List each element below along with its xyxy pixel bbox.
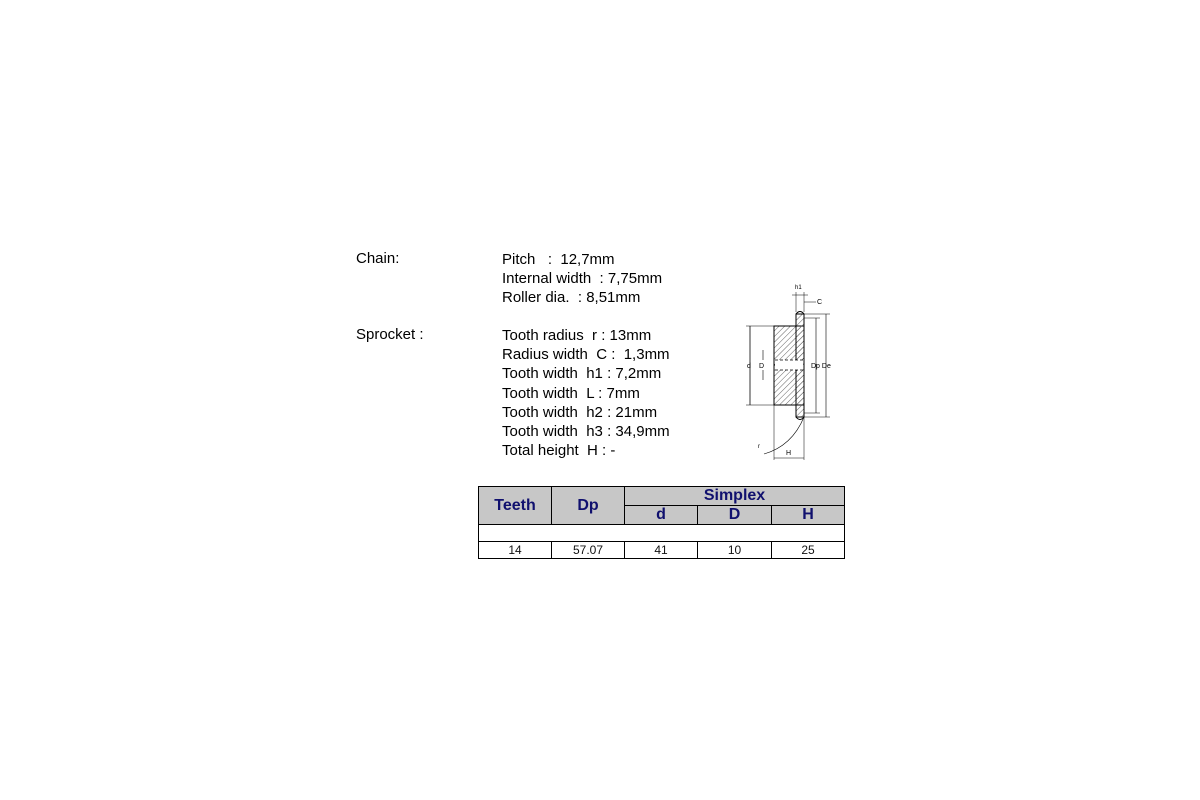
cell-H: 25 <box>772 542 845 559</box>
header-D: D <box>698 506 772 525</box>
sprocket-diagram <box>742 278 842 464</box>
header-d: d <box>625 506 698 525</box>
r-label: r <box>758 444 760 450</box>
radius-width-line: Radius width C : 1,3mm <box>502 346 670 364</box>
tooth-width-h2-line: Tooth width h2 : 21mm <box>502 403 658 421</box>
D-label: D <box>759 363 765 370</box>
roller-dia-line: Roller dia. : 8,51mm <box>502 289 641 307</box>
cell-dp: 57.07 <box>552 542 625 559</box>
radius-arc <box>764 417 804 454</box>
dp-de-label: Dp De <box>811 363 831 370</box>
tooth-width-h1-line: Tooth width h1 : 7,2mm <box>502 365 662 383</box>
header-H: H <box>772 506 845 525</box>
pitch-line: Pitch : 12,7mm <box>502 251 615 268</box>
header-dp: Dp <box>552 487 625 525</box>
tooth-width-h3-line: Tooth width h3 : 34,9mm <box>502 423 670 441</box>
H-label: H <box>786 450 792 457</box>
cell-d: 41 <box>625 542 698 559</box>
total-height-line: Total height H : - <box>502 442 616 460</box>
header-teeth: Teeth <box>479 487 552 525</box>
c-label: C <box>817 299 823 306</box>
tooth-radius-line: Tooth radius r : 13mm <box>502 327 652 344</box>
table-row <box>479 542 845 559</box>
chain-specs <box>502 250 662 308</box>
cell-D: 10 <box>698 542 772 559</box>
tooth-width-l-line: Tooth width L : 7mm <box>502 384 640 402</box>
sprocket-spec-table <box>478 486 845 559</box>
internal-width-line: Internal width : 7,75mm <box>502 270 663 288</box>
cell-teeth: 14 <box>479 542 552 559</box>
d-label: d <box>747 363 751 370</box>
chain-label: Chain: <box>356 250 400 267</box>
header-simplex: Simplex <box>625 487 845 506</box>
sprocket-label: Sprocket : <box>356 326 424 343</box>
h1-label: h1 <box>795 285 802 291</box>
sprocket-specs <box>502 326 670 460</box>
